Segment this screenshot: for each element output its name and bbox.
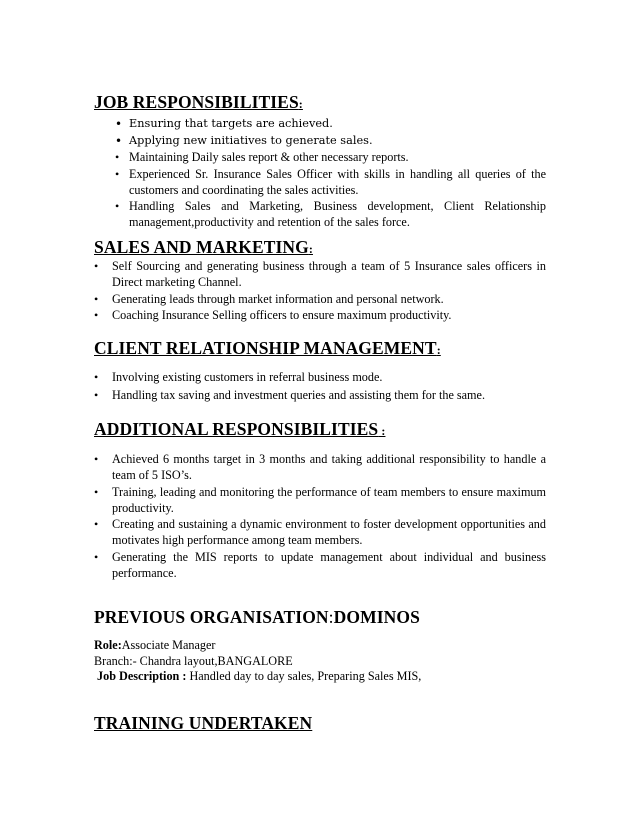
list-item: • Handling Sales and Marketing, Business development, Client Relationship management,productivity and retention of the sales force. xyxy=(129,198,546,230)
previous-organisation-heading: PREVIOUS ORGANISATION:DOMINOS xyxy=(94,607,420,627)
list-item: • Involving existing customers in referral business mode. xyxy=(112,369,546,385)
job-responsibilities-list xyxy=(129,116,546,231)
list-item: • Coaching Insurance Selling officers to ensure maximum productivity. xyxy=(112,307,546,323)
list-item: • Ensuring that targets are achieved. xyxy=(129,116,546,132)
list-item: • Creating and sustaining a dynamic environment to foster development opportunities and motivates high performance among team members. xyxy=(112,516,546,548)
list-item: • Training, leading and monitoring the performance of team members to ensure maximum productivity. xyxy=(112,484,546,516)
client-relationship-list xyxy=(112,369,546,404)
list-item: • Experienced Sr. Insurance Sales Officer with skills in handling all queries of the customers and coordinating the sales activities. xyxy=(129,166,546,198)
role-line: Role:Associate Manager xyxy=(94,638,216,652)
client-relationship-heading: CLIENT RELATIONSHIP MANAGEMENT: xyxy=(94,338,441,358)
branch-line: Branch:- Chandra layout,BANGALORE xyxy=(94,654,293,668)
sales-marketing-heading: SALES AND MARKETING: xyxy=(94,237,313,257)
list-item: • Generating the MIS reports to update management about individual and business performance. xyxy=(112,549,546,581)
additional-responsibilities-list xyxy=(112,451,546,581)
training-heading: TRAINING UNDERTAKEN xyxy=(94,713,313,733)
list-item: • Self Sourcing and generating business through a team of 5 Insurance sales officers in Direct marketing Channel. xyxy=(112,258,546,290)
job-responsibilities-heading: JOB RESPONSIBILITIES: xyxy=(94,92,303,112)
additional-responsibilities-heading: ADDITIONAL RESPONSIBILITIES : xyxy=(94,419,386,439)
list-item: • Handling tax saving and investment queries and assisting them for the same. xyxy=(112,387,546,403)
job-description-line: Job Description : Handled day to day sales, Preparing Sales MIS, xyxy=(94,669,422,683)
sales-marketing-list xyxy=(112,258,546,324)
list-item: • Achieved 6 months target in 3 months and taking additional responsibility to handle a team of 5 ISO’s. xyxy=(112,451,546,483)
list-item: • Generating leads through market information and personal network. xyxy=(112,291,546,307)
list-item: • Maintaining Daily sales report & other necessary reports. xyxy=(129,149,546,165)
list-item: • Applying new initiatives to generate sales. xyxy=(129,133,546,149)
